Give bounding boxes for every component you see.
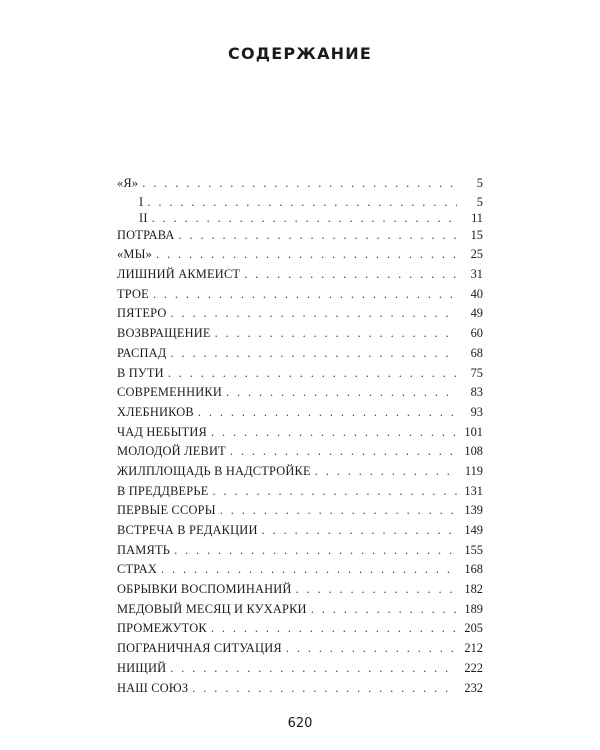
toc-entry-page: 40 xyxy=(470,286,483,301)
toc-entry-title: НИЩИЙ xyxy=(117,660,167,675)
toc-entry xyxy=(117,482,483,502)
toc-entry-page: 15 xyxy=(470,227,483,242)
toc-entry xyxy=(117,304,483,324)
toc-entry-page: 83 xyxy=(470,385,483,400)
dot-leader xyxy=(244,265,457,285)
dot-leader xyxy=(286,639,457,659)
toc-entry-title: ПРОМЕЖУТОК xyxy=(117,621,207,636)
toc-entry-page: 5 xyxy=(476,194,483,209)
toc-entry-title: РАСПАД xyxy=(117,345,167,360)
toc-entry-page: 205 xyxy=(464,621,483,636)
dot-leader xyxy=(171,304,457,324)
toc-entry-page: 168 xyxy=(464,562,483,577)
toc-entry-title: ВСТРЕЧА В РЕДАКЦИИ xyxy=(117,523,258,537)
toc-entry-page: 149 xyxy=(464,523,483,537)
toc-entry-page: 75 xyxy=(470,365,483,380)
dot-leader xyxy=(192,679,457,699)
toc-entry-page: 11 xyxy=(471,210,483,225)
toc-entry-page: 119 xyxy=(464,463,483,478)
dot-leader xyxy=(156,245,457,265)
toc-entry xyxy=(117,442,483,462)
toc-entry-title: «Я» xyxy=(117,176,139,190)
toc-entry-page: 68 xyxy=(470,345,483,360)
toc-entry-page: 25 xyxy=(470,247,483,262)
dot-leader xyxy=(296,580,457,600)
dot-leader xyxy=(170,659,457,679)
toc-entry-title: ТРОЕ xyxy=(117,286,149,301)
toc-entry-title: ХЛЕБНИКОВ xyxy=(117,404,194,419)
toc-entry-title: ВОЗВРАЩЕНИЕ xyxy=(117,326,211,341)
toc-entry xyxy=(117,364,483,384)
toc-entry xyxy=(117,619,483,639)
toc-entry-title: НАШ СОЮЗ xyxy=(117,680,189,695)
toc-entry-page: 5 xyxy=(476,176,483,190)
toc-subentry xyxy=(117,194,483,210)
toc-entry-page: 131 xyxy=(464,483,483,498)
toc-entry-title: ПЕРВЫЕ ССОРЫ xyxy=(117,503,216,518)
toc-entry-page: 49 xyxy=(470,306,483,321)
toc-entry xyxy=(117,600,483,620)
toc-entry-title: II xyxy=(139,210,148,225)
toc-entry-title: I xyxy=(139,194,144,209)
toc-entry-title: ПОТРАВА xyxy=(117,227,175,242)
toc-entry xyxy=(117,659,483,679)
toc-entry xyxy=(117,265,483,285)
toc-entry-title: ПЯТЕРО xyxy=(117,306,167,321)
toc-entry xyxy=(117,245,483,265)
toc-entry-title: МЕДОВЫЙ МЕСЯЦ И КУХАРКИ xyxy=(117,601,307,616)
dot-leader xyxy=(152,210,457,226)
dot-leader xyxy=(215,324,457,344)
toc-entry-page: 93 xyxy=(470,404,483,419)
toc-subentry xyxy=(117,210,483,226)
toc-entry-title: ПАМЯТЬ xyxy=(117,542,171,557)
toc-entry-title: ЛИШНИЙ АКМЕИСТ xyxy=(117,267,241,282)
toc-entry-page: 212 xyxy=(464,641,483,656)
toc-entry xyxy=(117,324,483,344)
dot-leader xyxy=(170,344,457,364)
toc-entry xyxy=(117,226,483,246)
toc-entry xyxy=(117,501,483,521)
toc-entry-title: ЖИЛПЛОЩАДЬ В НАДСТРОЙКЕ xyxy=(117,463,311,478)
dot-leader xyxy=(211,619,457,639)
toc-entry xyxy=(117,344,483,364)
page-title: СОДЕРЖАНИЕ xyxy=(228,44,372,63)
dot-leader xyxy=(212,482,457,502)
dot-leader xyxy=(262,521,457,541)
toc-entry-page: 31 xyxy=(470,267,483,282)
toc-entry-page: 189 xyxy=(464,601,483,616)
dot-leader xyxy=(220,501,457,521)
dot-leader xyxy=(311,600,457,620)
toc-entry-page: 222 xyxy=(464,660,483,675)
toc-entry-page: 60 xyxy=(470,326,483,341)
dot-leader xyxy=(168,364,457,384)
toc-entry-title: В ПРЕДДВЕРЬЕ xyxy=(117,483,209,498)
toc-entry-title: «МЫ» xyxy=(117,247,153,262)
dot-leader xyxy=(211,423,457,443)
dot-leader xyxy=(153,285,457,305)
toc-entry xyxy=(117,580,483,600)
toc-entry xyxy=(117,423,483,443)
dot-leader xyxy=(179,226,457,246)
dot-leader xyxy=(147,194,457,210)
dot-leader xyxy=(315,462,457,482)
toc-entry-page: 182 xyxy=(464,582,483,597)
toc-entry xyxy=(117,521,483,541)
dot-leader xyxy=(142,174,457,194)
toc-entry-page: 232 xyxy=(464,680,483,695)
toc-entry xyxy=(117,403,483,423)
dot-leader xyxy=(226,383,457,403)
toc-entry xyxy=(117,383,483,403)
dot-leader xyxy=(161,560,457,580)
toc-entry-title: В ПУТИ xyxy=(117,365,164,380)
toc-entry-title: ПОГРАНИЧНАЯ СИТУАЦИЯ xyxy=(117,641,282,656)
toc-entry-title: ЧАД НЕБЫТИЯ xyxy=(117,424,207,439)
toc-entry-page: 155 xyxy=(464,542,483,557)
toc-entry xyxy=(117,285,483,305)
toc-entry xyxy=(117,462,483,482)
dot-leader xyxy=(174,541,457,561)
toc-entry-title: МОЛОДОЙ ЛЕВИТ xyxy=(117,444,226,459)
toc-entry-page: 139 xyxy=(464,503,483,518)
toc-entry-title: СТРАХ xyxy=(117,562,158,577)
toc-entry xyxy=(117,174,483,194)
dot-leader xyxy=(198,403,457,423)
table-of-contents xyxy=(117,174,483,698)
toc-entry xyxy=(117,560,483,580)
toc-entry-page: 108 xyxy=(464,444,483,459)
toc-entry xyxy=(117,639,483,659)
toc-entry-title: ОБРЫВКИ ВОСПОМИНАНИЙ xyxy=(117,582,292,597)
toc-entry-page: 101 xyxy=(464,424,483,439)
toc-entry xyxy=(117,679,483,699)
toc-entry xyxy=(117,541,483,561)
dot-leader xyxy=(230,442,457,462)
toc-entry-title: СОВРЕМЕННИКИ xyxy=(117,385,222,400)
page-number: 620 xyxy=(287,716,313,731)
